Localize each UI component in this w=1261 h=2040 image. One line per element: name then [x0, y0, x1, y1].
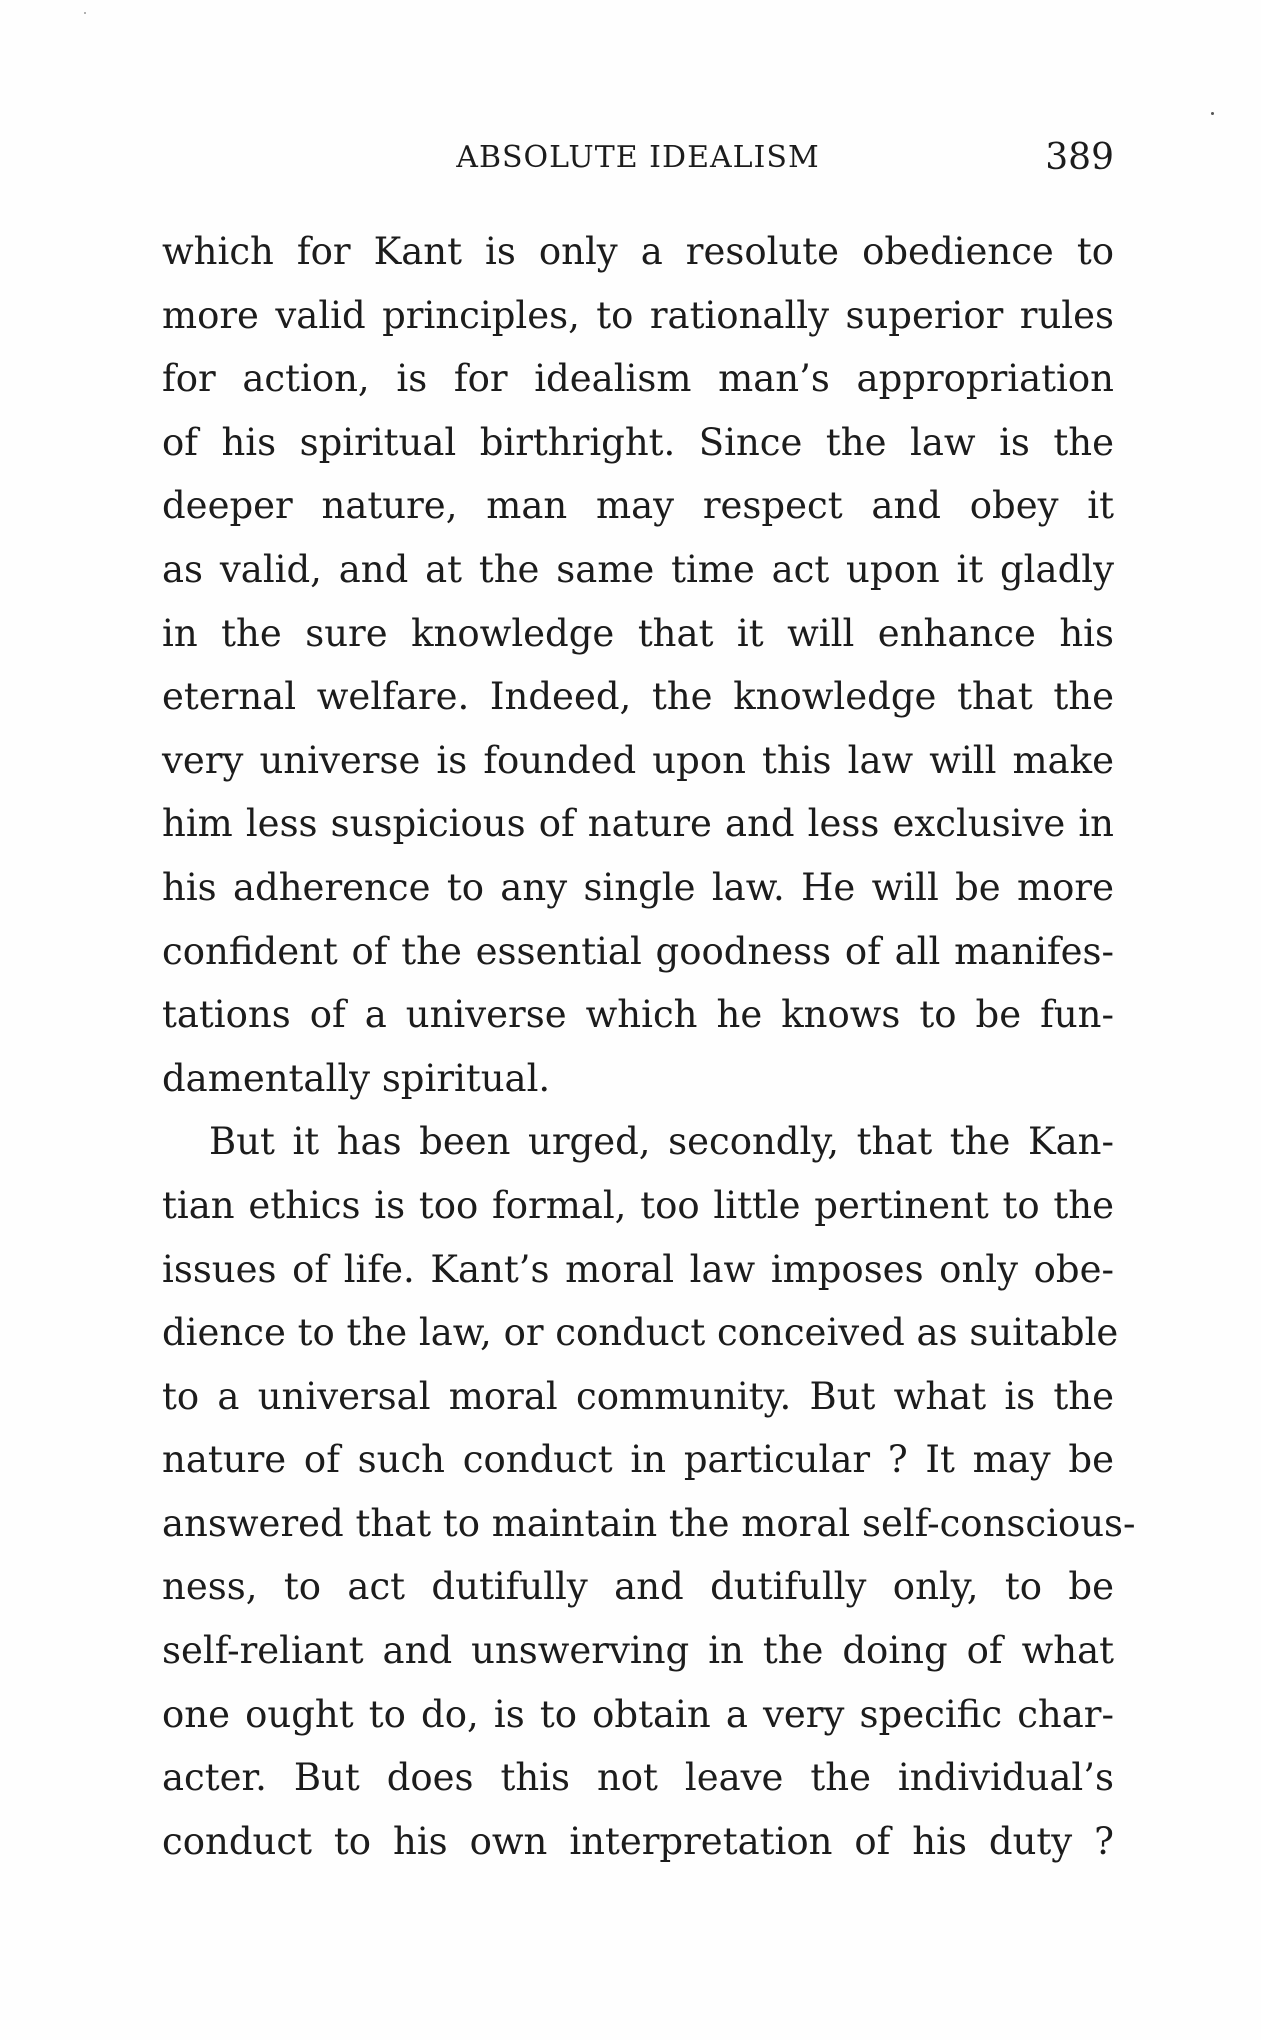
running-head: [162, 138, 1114, 178]
text-line: eternal welfare. Indeed, the knowledge that the: [162, 675, 1114, 719]
text-line: self-reliant and unswerving in the doing of what: [162, 1629, 1114, 1673]
text-line: one ought to do, is to obtain a very specific char-: [162, 1692, 1114, 1736]
text-line: for action, is for idealism man’s appropriation: [162, 357, 1114, 401]
text-line: deeper nature, man may respect and obey it: [162, 484, 1114, 528]
text-line: tian ethics is too formal, too little pertinent to the: [162, 1183, 1114, 1227]
text-line: tations of a universe which he knows to be fun-: [162, 993, 1114, 1037]
paragraph-start-line: But it has been urged, secondly, that the Kan-: [209, 1120, 1114, 1164]
paragraph-end-line: damentally spiritual.: [162, 1056, 551, 1100]
text-line: confident of the essential goodness of all manifes-: [162, 929, 1114, 973]
paper-speck: [1211, 112, 1214, 115]
text-line: conduct to his own interpretation of his duty ?: [162, 1819, 1114, 1863]
text-line: which for Kant is only a resolute obedience to: [162, 230, 1114, 273]
text-line: to a universal moral community. But what is the: [162, 1374, 1114, 1418]
body-text: [162, 220, 1136, 1873]
paper-speck: [84, 12, 86, 14]
text-line: ness, to act dutifully and dutifully only, to be: [162, 1565, 1114, 1609]
text-line: him less suspicious of nature and less exclusive in: [162, 802, 1114, 846]
text-line: dience to the law, or conduct conceived as suitable: [162, 1311, 1119, 1355]
text-line: in the sure knowledge that it will enhance his: [162, 611, 1114, 655]
running-title: ABSOLUTE IDEALISM: [456, 140, 820, 175]
text-line: answered that to maintain the moral self-conscious-: [162, 1501, 1136, 1545]
text-line: nature of such conduct in particular ? It may be: [162, 1438, 1114, 1482]
text-line: of his spiritual birthright. Since the law is the: [162, 420, 1114, 464]
page-number: 389: [1045, 137, 1114, 178]
text-line: very universe is founded upon this law will make: [162, 738, 1114, 782]
text-line: more valid principles, to rationally superior rules: [162, 293, 1114, 337]
text-line: his adherence to any single law. He will be more: [162, 865, 1114, 909]
text-line: as valid, and at the same time act upon it gladly: [162, 547, 1114, 591]
text-line: issues of life. Kant’s moral law imposes only obe-: [162, 1247, 1114, 1291]
text-line: acter. But does this not leave the individual’s: [162, 1756, 1114, 1800]
